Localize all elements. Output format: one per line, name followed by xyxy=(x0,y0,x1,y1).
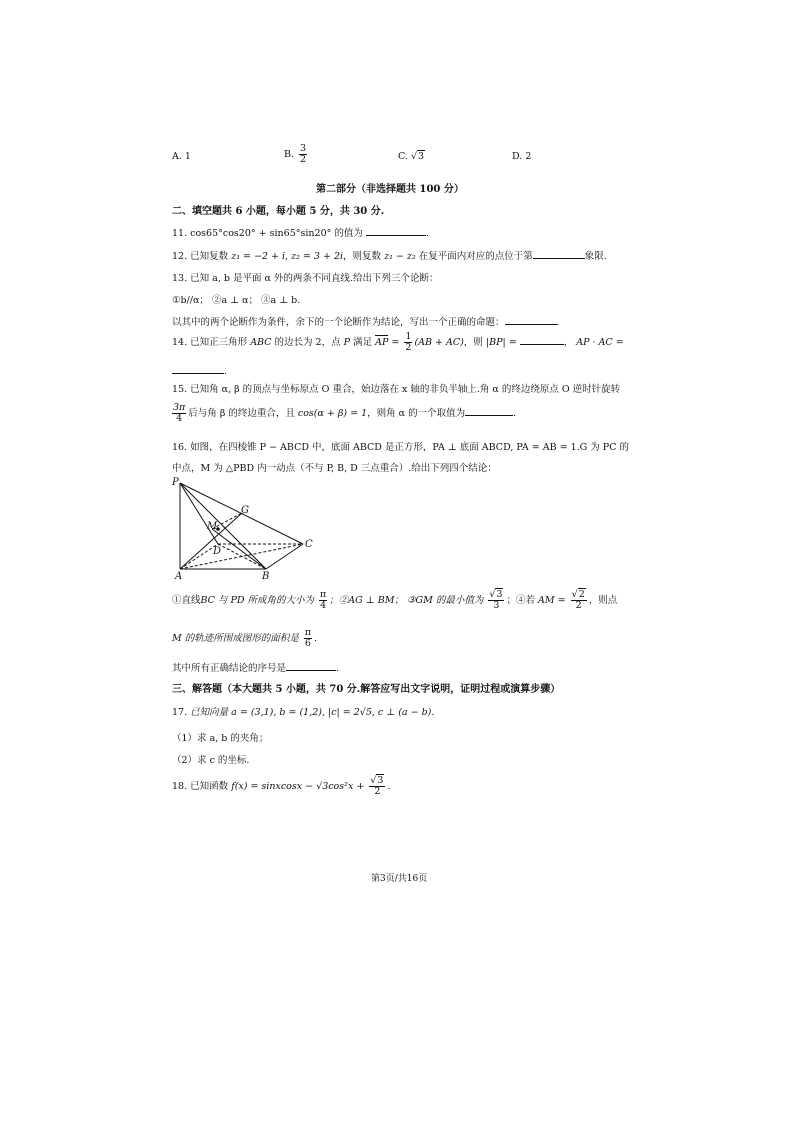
q11-answer-blank xyxy=(366,226,426,236)
choice-c: C. √3 xyxy=(398,151,425,162)
q15-second-line: $\frac{3\pi}{4}$ 后与角 β 的终边重合，且 cos(α + β) = 1，则角 α 的一个取值为 . xyxy=(173,402,517,424)
question-13: 13. 已知 a, b 是平面 α 外的两条不同直线.给出下列三个论断： xyxy=(172,273,439,284)
question-15: 15. 已知角 α, β 的顶点与坐标原点 O 重合，始边落在 x 轴的非负半轴上.角 α 的终边绕原点 O 逆时针旋转 xyxy=(172,384,621,395)
label-c: C xyxy=(305,539,313,550)
question-14: 14. 已知正三角形 ABC 的边长为 2，点 P 满足 AP = $\frac{1}{2}$ (AB + AC)，则 |BP| = ， AP · AC = xyxy=(172,331,624,353)
part2-title: 第二部分（非选择题共 100 分） xyxy=(316,184,464,195)
q17-part1: （1）求 a, b 的夹角； xyxy=(172,733,269,744)
question-16: 16. 如图，在四棱锥 P − ABCD 中，底面 ABCD 是正方形，PA ⊥ 底面 ABCD, PA = AB = 1.G 为 PC 的 xyxy=(172,442,629,453)
q13-instruction: 以其中的两个论断作为条件，余下的一个论断作为结论，写出一个正确的命题： . xyxy=(172,317,560,328)
q16-second-line: 中点，M 为 △PBD 内一动点（不与 P, B, D 三点重合）.给出下列四个结论： xyxy=(172,463,497,474)
q16-conclusions: ①直线BC 与 PD 所成角的大小为 $\frac{\pi}{4}$ ；②AG ⊥ BM； ③GM 的最小值为 $\frac{√3}{3}$ ；④若 AM = $\frac{√2}{2}$ ，则点 xyxy=(172,589,618,611)
pyramid-figure xyxy=(170,475,320,585)
choice-b-fraction: $\frac{3}{2}$ xyxy=(300,143,307,165)
label-a: A xyxy=(175,571,183,582)
q14-answer-blank-2 xyxy=(172,364,224,374)
edge-pb xyxy=(180,483,266,569)
q16-answer-blank xyxy=(286,661,336,671)
choice-d: D. 2 xyxy=(512,151,532,162)
page-footer: 第3页/共16页 xyxy=(371,874,428,884)
choice-a: A. 1 xyxy=(172,151,191,162)
edge-db-hidden xyxy=(218,544,266,569)
q16-final-line: 其中所有正确结论的序号是 . xyxy=(172,663,340,674)
label-m: M xyxy=(207,521,218,532)
q14-answer-blank-1 xyxy=(520,335,564,345)
question-11: 11. cos65°cos20° + sin65°sin20° 的值为 . xyxy=(172,228,429,239)
question-12: 12. 已知复数 z₁ = −2 + i, z₂ = 3 + 2i，则复数 z₁ − z₂ 在复平面内对应的点位于第 象限. xyxy=(172,251,607,262)
choice-b: B. $\frac{3}{2}$ xyxy=(284,143,307,165)
fill-section-title: 二、填空题共 6 小题，每小题 5 分，共 30 分. xyxy=(172,206,385,217)
label-g: G xyxy=(241,505,249,516)
q17-part2: （2）求 c 的坐标. xyxy=(172,755,250,766)
label-b: B xyxy=(262,571,270,582)
solve-section-title: 三、解答题（本大题共 5 小题，共 70 分.解答应写出文字说明，证明过程或演算步骤） xyxy=(172,684,561,695)
q16-fourth-line: M 的轨迹所围成图形的面积是 $\frac{\pi}{6}$ . xyxy=(172,627,318,649)
q13-conditions: ①b//α； ②a ⊥ α； ③a ⊥ b. xyxy=(172,295,301,306)
label-p: P xyxy=(172,477,179,488)
q11-expression: cos65°cos20° + sin65°sin20° xyxy=(190,228,332,239)
q12-answer-blank xyxy=(533,249,585,259)
q15-answer-blank xyxy=(465,406,513,416)
q13-answer-blank xyxy=(505,315,557,325)
question-17: 17. 已知向量 a = (3,1), b = (1,2), |c| = 2√5, c ⊥ (a − b). xyxy=(172,707,435,718)
question-18: 18. 已知函数 f(x) = sinxcosx − √3cos²x + $\frac{√3}{2}$ . xyxy=(172,775,391,797)
q14-second-line: . xyxy=(172,364,227,377)
label-d: D xyxy=(213,546,222,557)
